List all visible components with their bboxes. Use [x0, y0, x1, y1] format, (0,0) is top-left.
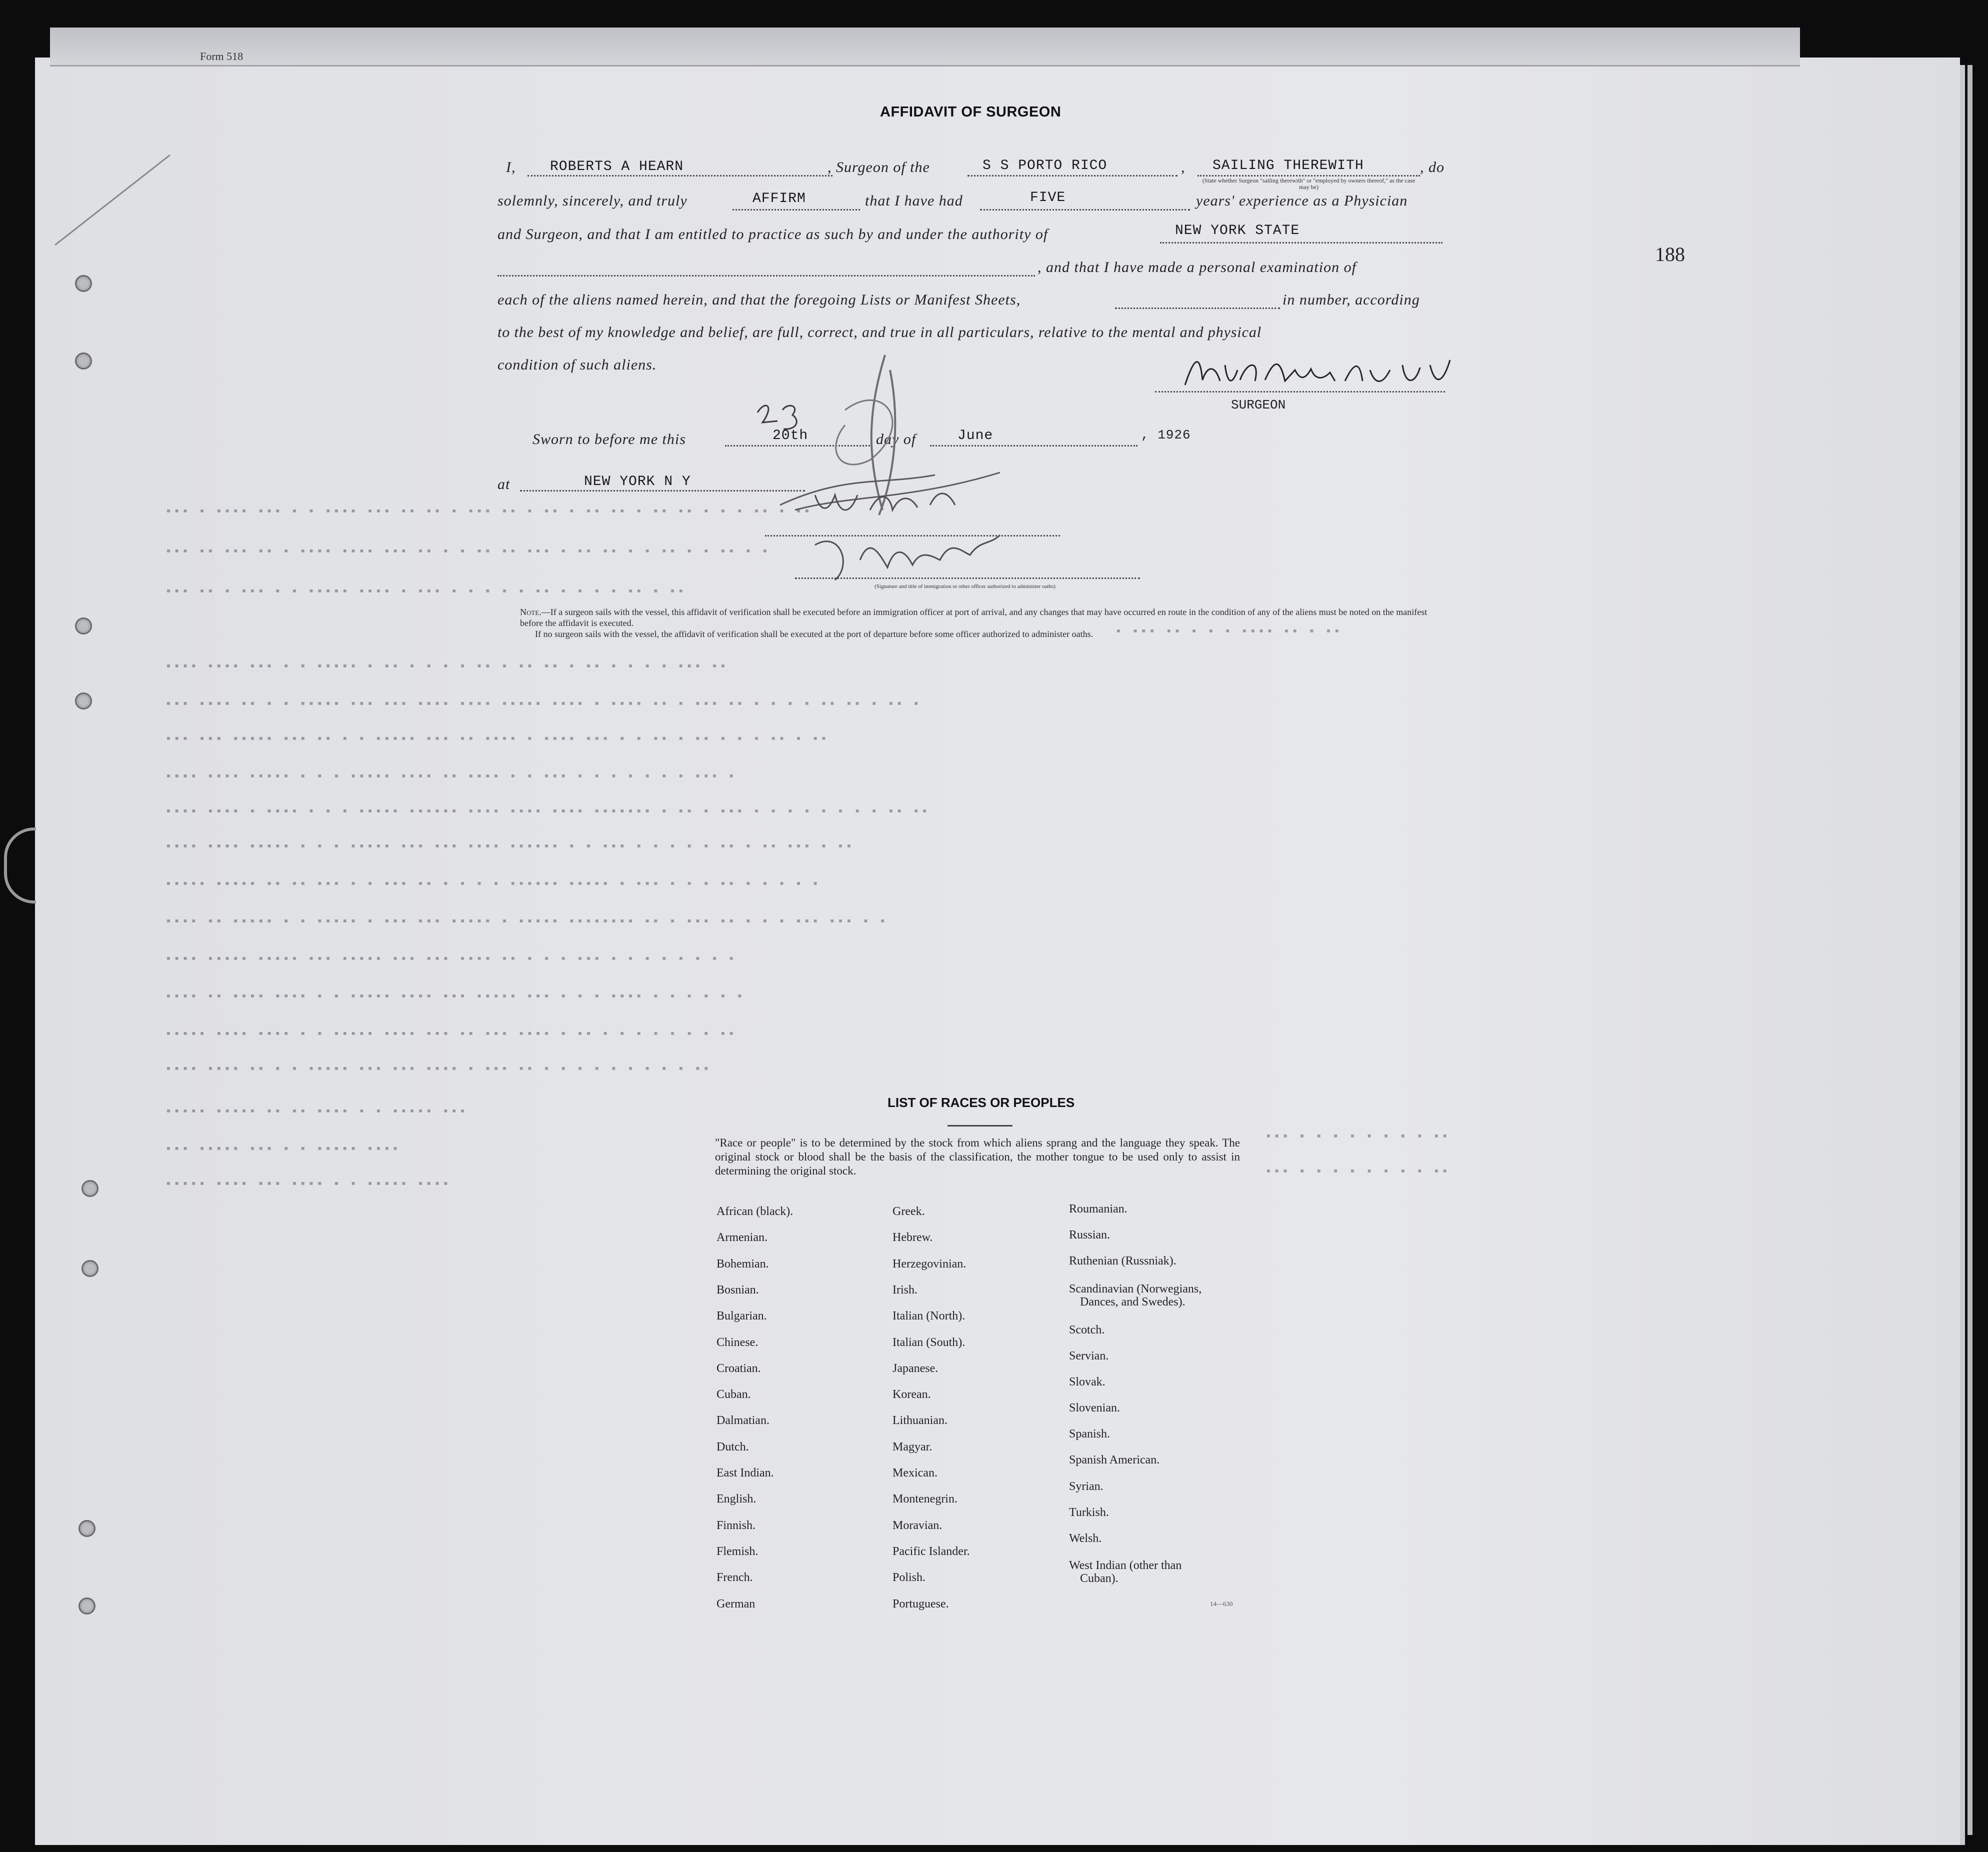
page-edge	[1968, 65, 1972, 1835]
race-item: Bohemian.	[716, 1257, 769, 1270]
page-number: 188	[1655, 243, 1685, 266]
affidavit-title: AFFIDAVIT OF SURGEON	[880, 104, 1062, 120]
race-item: Syrian.	[1069, 1480, 1104, 1493]
race-item: Magyar.	[892, 1440, 932, 1454]
bleed-through: ▪▪▪▪▪ ▪▪▪▪▪ ▪▪ ▪▪ ▪▪▪▪ ▪ ▪ ▪▪▪▪▪ ▪▪▪	[165, 1105, 468, 1118]
race-item: Ruthenian (Russniak).	[1069, 1254, 1176, 1268]
race-item: Chinese.	[716, 1336, 758, 1349]
bleed-through: ▪▪▪▪ ▪▪▪▪▪ ▪▪▪▪▪ ▪▪▪ ▪▪▪▪▪ ▪▪▪ ▪▪▪ ▪▪▪▪ ▪▪ ▪ ▪ ▪ ▪▪▪ ▪ ▪ ▪ ▪ ▪ ▪ ▪ ▪	[165, 952, 736, 966]
officer-line	[765, 535, 1060, 536]
form-print-code: 14—630	[1210, 1600, 1233, 1608]
affidavit-text: , do	[1420, 159, 1444, 176]
bleed-through: ▪▪▪▪▪ ▪▪▪▪ ▪▪▪▪ ▪ ▪ ▪▪▪▪▪ ▪▪▪▪ ▪▪▪ ▪▪ ▪▪▪ ▪▪▪▪ ▪ ▪▪ ▪ ▪ ▪ ▪ ▪ ▪ ▪ ▪▪	[165, 1028, 736, 1040]
race-item: Welsh.	[1069, 1532, 1102, 1545]
bleed-through: ▪▪▪▪▪ ▪▪▪▪ ▪▪▪ ▪▪▪▪ ▪ ▪ ▪▪▪▪▪ ▪▪▪▪	[165, 1178, 451, 1190]
bleed-through: ▪▪▪▪ ▪▪ ▪▪▪▪ ▪▪▪▪ ▪ ▪ ▪▪▪▪▪ ▪▪▪▪ ▪▪▪ ▪▪▪▪▪ ▪▪▪ ▪ ▪ ▪ ▪▪▪▪ ▪ ▪ ▪ ▪ ▪ ▪	[165, 990, 745, 1003]
bleed-through: ▪▪▪ ▪ ▪ ▪ ▪ ▪ ▪ ▪ ▪ ▪▪	[1265, 1165, 1450, 1178]
affidavit-text: and Surgeon, and that I am entitled to practice as such by and under the authority of	[498, 226, 1048, 242]
affidavit-text: I,	[506, 159, 516, 176]
page-edge	[1960, 65, 1965, 1845]
race-item: Dances, and Swedes).	[1080, 1296, 1186, 1308]
races-intro: "Race or people" is to be determined by the stock from which aliens sprang and the language they speak. The original stock or blood shall be the basis of the classification, the mother tongue to be used only to assist in determining the original stock.	[715, 1136, 1240, 1177]
affidavit-text: that I have had	[865, 192, 963, 209]
race-item: Bulgarian.	[716, 1310, 767, 1323]
at-text: at	[498, 476, 510, 492]
race-item: Moravian.	[892, 1518, 942, 1532]
race-item: Italian (North).	[892, 1310, 966, 1323]
blank-line	[732, 209, 860, 210]
race-item: Scandinavian (Norwegians,	[1069, 1282, 1202, 1296]
page-top-strip	[50, 28, 1800, 66]
race-item: West Indian (other than	[1069, 1559, 1182, 1572]
race-item: Hebrew.	[892, 1231, 933, 1244]
race-item: African (black).	[716, 1205, 794, 1218]
affidavit-text: each of the aliens named herein, and that the foregoing Lists or Manifest Sheets,	[498, 292, 1021, 308]
note-text: —If a surgeon sails with the vessel, this affidavit of verification shall be executed before an immigration officer at port of arrival, and any changes that may have occurred en route in the condition of any of the aliens must be noted on the manifest before the affidavit is executed.	[520, 607, 1428, 628]
race-item: French.	[716, 1571, 753, 1584]
race-item: Spanish.	[1069, 1428, 1110, 1440]
race-item: Roumanian.	[1069, 1202, 1128, 1216]
binder-hole	[82, 1180, 98, 1197]
race-item: Finnish.	[716, 1518, 756, 1532]
race-item: Mexican.	[892, 1466, 938, 1480]
race-item: Spanish American.	[1069, 1454, 1160, 1466]
sworn-location: NEW YORK N Y	[584, 474, 691, 490]
binder-clip	[4, 828, 36, 904]
bleed-through: ▪▪▪ ▪▪▪ ▪▪▪▪▪ ▪▪▪ ▪▪ ▪ ▪ ▪▪▪▪▪ ▪▪▪ ▪▪ ▪▪▪▪ ▪ ▪▪▪▪ ▪▪▪ ▪ ▪ ▪▪ ▪ ▪▪ ▪ ▪ ▪ ▪▪ ▪ ▪▪	[165, 732, 829, 746]
sworn-year: , 1926	[1141, 428, 1191, 442]
race-item: Turkish.	[1069, 1506, 1109, 1519]
vessel-name: S S PORTO RICO	[982, 158, 1108, 174]
race-item: Scotch.	[1069, 1324, 1105, 1336]
sworn-text: day of	[876, 431, 916, 448]
race-item: Croatian.	[716, 1362, 761, 1375]
bleed-through: ▪▪▪ ▪ ▪ ▪ ▪ ▪ ▪ ▪ ▪ ▪▪	[1265, 1130, 1450, 1143]
sworn-month: June	[958, 428, 994, 444]
race-item: English.	[716, 1492, 756, 1506]
race-item: Montenegrin.	[892, 1492, 958, 1506]
race-item: Dalmatian.	[716, 1414, 770, 1428]
bleed-through: ▪▪▪ ▪▪ ▪▪▪ ▪▪ ▪ ▪▪▪▪ ▪▪▪▪ ▪▪▪ ▪▪ ▪ ▪ ▪▪ ▪▪ ▪▪▪ ▪ ▪▪ ▪▪ ▪ ▪ ▪▪ ▪ ▪ ▪▪ ▪ ▪	[165, 545, 770, 558]
race-item: Lithuanian.	[892, 1414, 948, 1428]
bleed-through: ▪▪▪▪ ▪▪▪▪ ▪▪ ▪ ▪ ▪▪▪▪▪ ▪▪▪ ▪▪▪ ▪▪▪▪ ▪ ▪▪▪ ▪▪ ▪ ▪ ▪ ▪ ▪ ▪ ▪ ▪ ▪ ▪▪	[165, 1062, 712, 1076]
race-item: Irish.	[892, 1283, 918, 1296]
race-item: Dutch.	[716, 1440, 749, 1454]
blank-line	[1160, 242, 1442, 244]
bleed-through: ▪▪▪▪ ▪▪▪▪ ▪▪▪▪▪ ▪ ▪ ▪ ▪▪▪▪▪ ▪▪▪ ▪▪▪ ▪▪▪▪ ▪▪▪▪▪▪ ▪ ▪ ▪▪▪ ▪ ▪ ▪ ▪ ▪ ▪▪ ▪ ▪▪ ▪▪▪ ▪ ▪▪	[165, 840, 854, 853]
signature-line	[1155, 391, 1445, 392]
bleed-through: ▪ ▪▪▪ ▪▪ ▪ ▪ ▪ ▪▪▪▪ ▪▪ ▪ ▪▪	[1115, 625, 1342, 638]
races-divider	[948, 1125, 1012, 1126]
affidavit-text: , Surgeon of the	[828, 159, 930, 176]
race-item: Slovak.	[1069, 1376, 1106, 1388]
blank-line	[980, 209, 1190, 210]
bleed-through: ▪▪▪▪ ▪▪ ▪▪▪▪▪ ▪ ▪ ▪▪▪▪▪ ▪ ▪▪▪ ▪▪▪ ▪▪▪▪▪ ▪ ▪▪▪▪▪ ▪▪▪▪▪▪▪▪ ▪▪ ▪ ▪▪▪ ▪▪ ▪ ▪ ▪ ▪▪▪ ▪▪▪ ▪ ▪	[165, 915, 888, 928]
race-item: Portuguese.	[892, 1597, 949, 1610]
race-item: Flemish.	[716, 1544, 758, 1558]
race-item: Bosnian.	[716, 1283, 759, 1296]
race-item: Cuban.	[716, 1388, 751, 1402]
binder-hole	[78, 1598, 96, 1614]
blank-line	[528, 175, 832, 176]
surgeon-name: ROBERTS A HEARN	[550, 159, 684, 174]
race-item: Italian (South).	[892, 1336, 966, 1349]
bleed-through: ▪▪▪▪▪ ▪▪▪▪▪ ▪▪ ▪▪ ▪▪▪ ▪ ▪ ▪▪▪ ▪▪ ▪ ▪ ▪ ▪ ▪▪▪▪▪▪ ▪▪▪▪▪ ▪ ▪▪▪ ▪ ▪ ▪ ▪▪ ▪ ▪ ▪ ▪ ▪	[165, 878, 820, 890]
officer-signature	[720, 345, 1080, 590]
years-experience: FIVE	[1030, 190, 1066, 206]
binder-hole	[75, 352, 92, 370]
sworn-text: Sworn to before me this	[532, 431, 686, 448]
race-item: Slovenian.	[1069, 1402, 1120, 1414]
bleed-through: ▪▪▪ ▪ ▪▪▪▪ ▪▪▪ ▪ ▪ ▪▪▪▪ ▪▪▪ ▪▪ ▪▪ ▪ ▪▪▪ ▪▪ ▪ ▪▪ ▪ ▪▪ ▪▪ ▪ ▪▪ ▪▪ ▪ ▪ ▪ ▪▪ ▪ ▪▪	[165, 505, 812, 518]
race-item: Japanese.	[892, 1362, 938, 1375]
race-item: Korean.	[892, 1388, 931, 1402]
binder-hole	[75, 618, 92, 634]
form-number: Form 518	[200, 50, 244, 62]
note-label: Note.	[520, 607, 542, 617]
bleed-through: ▪▪▪ ▪▪▪▪ ▪▪ ▪ ▪ ▪▪▪▪▪ ▪▪▪ ▪▪▪ ▪▪▪▪ ▪▪▪▪ ▪▪▪▪▪ ▪▪▪▪ ▪ ▪▪▪▪ ▪▪ ▪ ▪▪▪ ▪▪ ▪ ▪ ▪ ▪ ▪▪ ▪▪ ▪ ▪▪ ▪	[165, 698, 922, 710]
officer-line	[795, 578, 1140, 579]
races-title: LIST OF RACES OR PEOPLES	[888, 1095, 1075, 1110]
signature-label: SURGEON	[1231, 398, 1286, 412]
race-item: Pacific Islander.	[892, 1544, 970, 1558]
race-item: Servian.	[1069, 1350, 1109, 1362]
race-item: Greek.	[892, 1205, 925, 1218]
binder-hole	[78, 1520, 96, 1537]
authority: NEW YORK STATE	[1175, 223, 1300, 238]
binder-hole	[75, 692, 92, 710]
race-item: Armenian.	[716, 1231, 768, 1244]
bleed-through: ▪▪▪ ▪▪▪▪▪ ▪▪▪ ▪ ▪ ▪▪▪▪▪ ▪▪▪▪	[165, 1142, 400, 1156]
affidavit-note	[520, 606, 1445, 640]
race-item: Polish.	[892, 1571, 926, 1584]
sworn-day: 20th	[772, 428, 808, 444]
bleed-through: ▪▪▪▪ ▪▪▪▪ ▪▪▪ ▪ ▪ ▪▪▪▪▪ ▪ ▪▪ ▪ ▪ ▪ ▪ ▪▪ ▪ ▪▪ ▪▪ ▪ ▪▪ ▪ ▪ ▪ ▪ ▪▪▪ ▪▪	[165, 660, 728, 673]
binder-hole	[82, 1260, 98, 1277]
officer-caption: (Signature and title of immigration or other officer authorized to administer oaths)	[874, 584, 1056, 590]
blank-line	[1198, 175, 1420, 176]
affidavit-text: to the best of my knowledge and belief, are full, correct, and true in all particulars, relative to the mental and physical	[498, 324, 1262, 340]
affidavit-text: condition of such aliens.	[498, 356, 657, 373]
race-item: Cuban).	[1080, 1572, 1118, 1585]
race-item: Russian.	[1069, 1228, 1110, 1242]
affidavit-text: ,	[1181, 159, 1186, 176]
bleed-through: ▪▪▪ ▪▪ ▪ ▪▪▪ ▪ ▪ ▪▪▪▪▪ ▪▪▪▪ ▪ ▪▪▪ ▪ ▪ ▪ ▪ ▪ ▪▪ ▪ ▪ ▪ ▪ ▪▪ ▪ ▪▪	[165, 585, 686, 598]
blank-line	[498, 275, 1035, 276]
race-item: East Indian.	[716, 1466, 774, 1480]
blank-line	[1115, 308, 1280, 309]
affidavit-text: in number, according	[1282, 292, 1420, 308]
binder-hole	[75, 275, 92, 292]
note-text: If no surgeon sails with the vessel, the affidavit of verification shall be executed at the port of departure before some officer authorized to administer oaths.	[535, 629, 1094, 639]
bleed-through: ▪▪▪▪ ▪▪▪▪ ▪▪▪▪▪ ▪ ▪ ▪ ▪▪▪▪▪ ▪▪▪▪ ▪▪ ▪▪▪▪ ▪ ▪ ▪▪▪ ▪ ▪ ▪ ▪ ▪ ▪ ▪ ▪▪▪ ▪	[165, 770, 736, 783]
surgeon-signature	[1180, 350, 1460, 395]
race-item: German	[716, 1597, 756, 1610]
affidavit-text: years' experience as a Physician	[1196, 192, 1408, 209]
bleed-through: ▪▪▪▪ ▪▪▪▪ ▪ ▪▪▪▪ ▪ ▪ ▪ ▪▪▪▪▪ ▪▪▪▪▪▪ ▪▪▪▪ ▪▪▪▪ ▪▪▪▪ ▪▪▪▪▪▪▪ ▪ ▪▪ ▪ ▪▪▪ ▪ ▪ ▪ ▪ ▪ ▪ ▪ ▪ ▪▪ ▪▪	[165, 805, 930, 818]
oath-type: AFFIRM	[752, 191, 806, 206]
affidavit-text: , and that I have made a personal examination of	[1038, 259, 1356, 276]
affidavit-text: solemnly, sincerely, and truly	[498, 192, 688, 209]
sailing-status: SAILING THEREWITH	[1212, 158, 1364, 174]
blank-line	[968, 175, 1178, 176]
corner-fold-lines	[50, 150, 200, 250]
sailing-note: (State whether Surgeon "sailing therewith" or "employed by owners thereof," as the case may be)	[1202, 177, 1416, 190]
race-item: Herzegovinian.	[892, 1257, 966, 1270]
